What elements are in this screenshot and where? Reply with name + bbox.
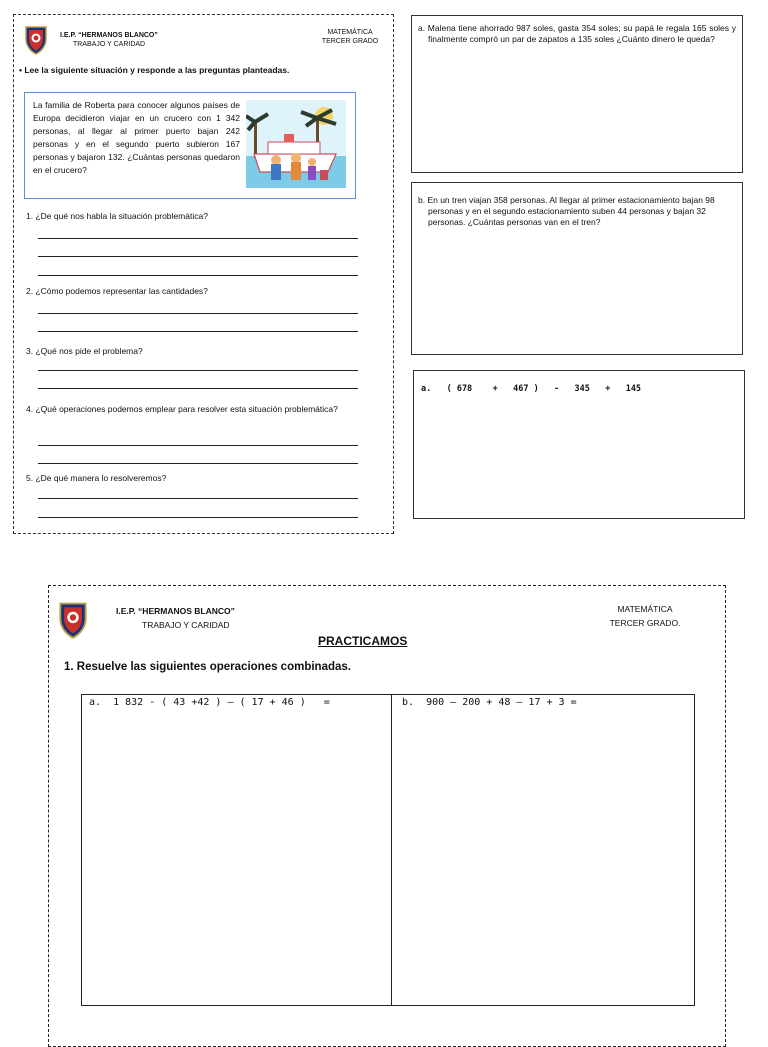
answer-line: [38, 238, 358, 239]
question-4: 4. ¿Qué operaciones podemos emplear para resolver esta situación problemática?: [26, 404, 338, 414]
question-2: 2. ¿Cómo podemos representar las cantidades?: [26, 286, 208, 296]
instruction-text: • Lee la siguiente situación y responde a las preguntas planteadas.: [19, 65, 290, 75]
family-cruise-illustration: [246, 100, 346, 188]
instruction-text: 1. Resuelve las siguientes operaciones combinadas.: [64, 661, 351, 673]
answer-line: [38, 256, 358, 257]
problem-a-text: a. Malena tiene ahorrado 987 soles, gasta 354 soles; su papá le regala 165 soles y finalmente compró un par de zapatos a 135 soles ¿Cuánto dinero le queda?: [418, 23, 736, 44]
answer-line: [38, 370, 358, 371]
school-name: I.E.P. “HERMANOS BLANCO”: [116, 606, 235, 616]
answer-line: [38, 463, 358, 464]
answer-line: [38, 275, 358, 276]
answer-line: [38, 498, 358, 499]
school-name: I.E.P. “HERMANOS BLANCO”: [60, 32, 158, 39]
answer-line: [38, 331, 358, 332]
question-1: 1. ¿De qué nos habla la situación problemática?: [26, 211, 208, 221]
operations-table: [81, 694, 695, 1006]
grade-label: TERCER GRADO: [321, 38, 379, 45]
question-3: 3. ¿Qué nos pide el problema?: [26, 346, 143, 356]
answer-line: [38, 445, 358, 446]
subject-label: MATEMÁTICA: [327, 29, 373, 36]
grade-label: TERCER GRADO.: [609, 618, 681, 628]
school-shield-icon: [24, 25, 48, 55]
school-motto: TRABAJO Y CARIDAD: [73, 41, 146, 48]
page-title: PRACTICAMOS: [318, 634, 408, 648]
school-motto: TRABAJO Y CARIDAD: [142, 620, 230, 630]
school-shield-icon: [57, 601, 89, 639]
answer-line: [38, 517, 358, 518]
answer-line: [38, 388, 358, 389]
table-divider: [391, 694, 392, 1006]
subject-label: MATEMÁTICA: [617, 604, 673, 614]
question-5: 5. ¿De qué manera lo resolveremos?: [26, 473, 167, 483]
operation-b: b. 900 – 200 + 48 – 17 + 3 =: [402, 697, 577, 708]
problem-b-text: b. En un tren viajan 358 personas. Al llegar al primer estacionamiento bajan 98 personas y en el segundo estacionamiento suben 44 personas y bajan 32 personas. ¿Cuántas personas van en el tren?: [418, 195, 715, 227]
operation-a: a. 1 832 - ( 43 +42 ) – ( 17 + 46 ) =: [89, 697, 330, 708]
story-text: La familia de Roberta para conocer algunos países de Europa decidieron viajar en un crucero con 1 342 personas, al llegar al primer puerto bajan 242 personas y en el segundo puerto subieron 167 personas y bajaron 132. ¿Cuántas personas quedaron en el crucero?: [33, 100, 240, 175]
problem-c-expression: a. ( 678 + 467 ) - 345 + 145: [421, 384, 642, 394]
answer-line: [38, 313, 358, 314]
